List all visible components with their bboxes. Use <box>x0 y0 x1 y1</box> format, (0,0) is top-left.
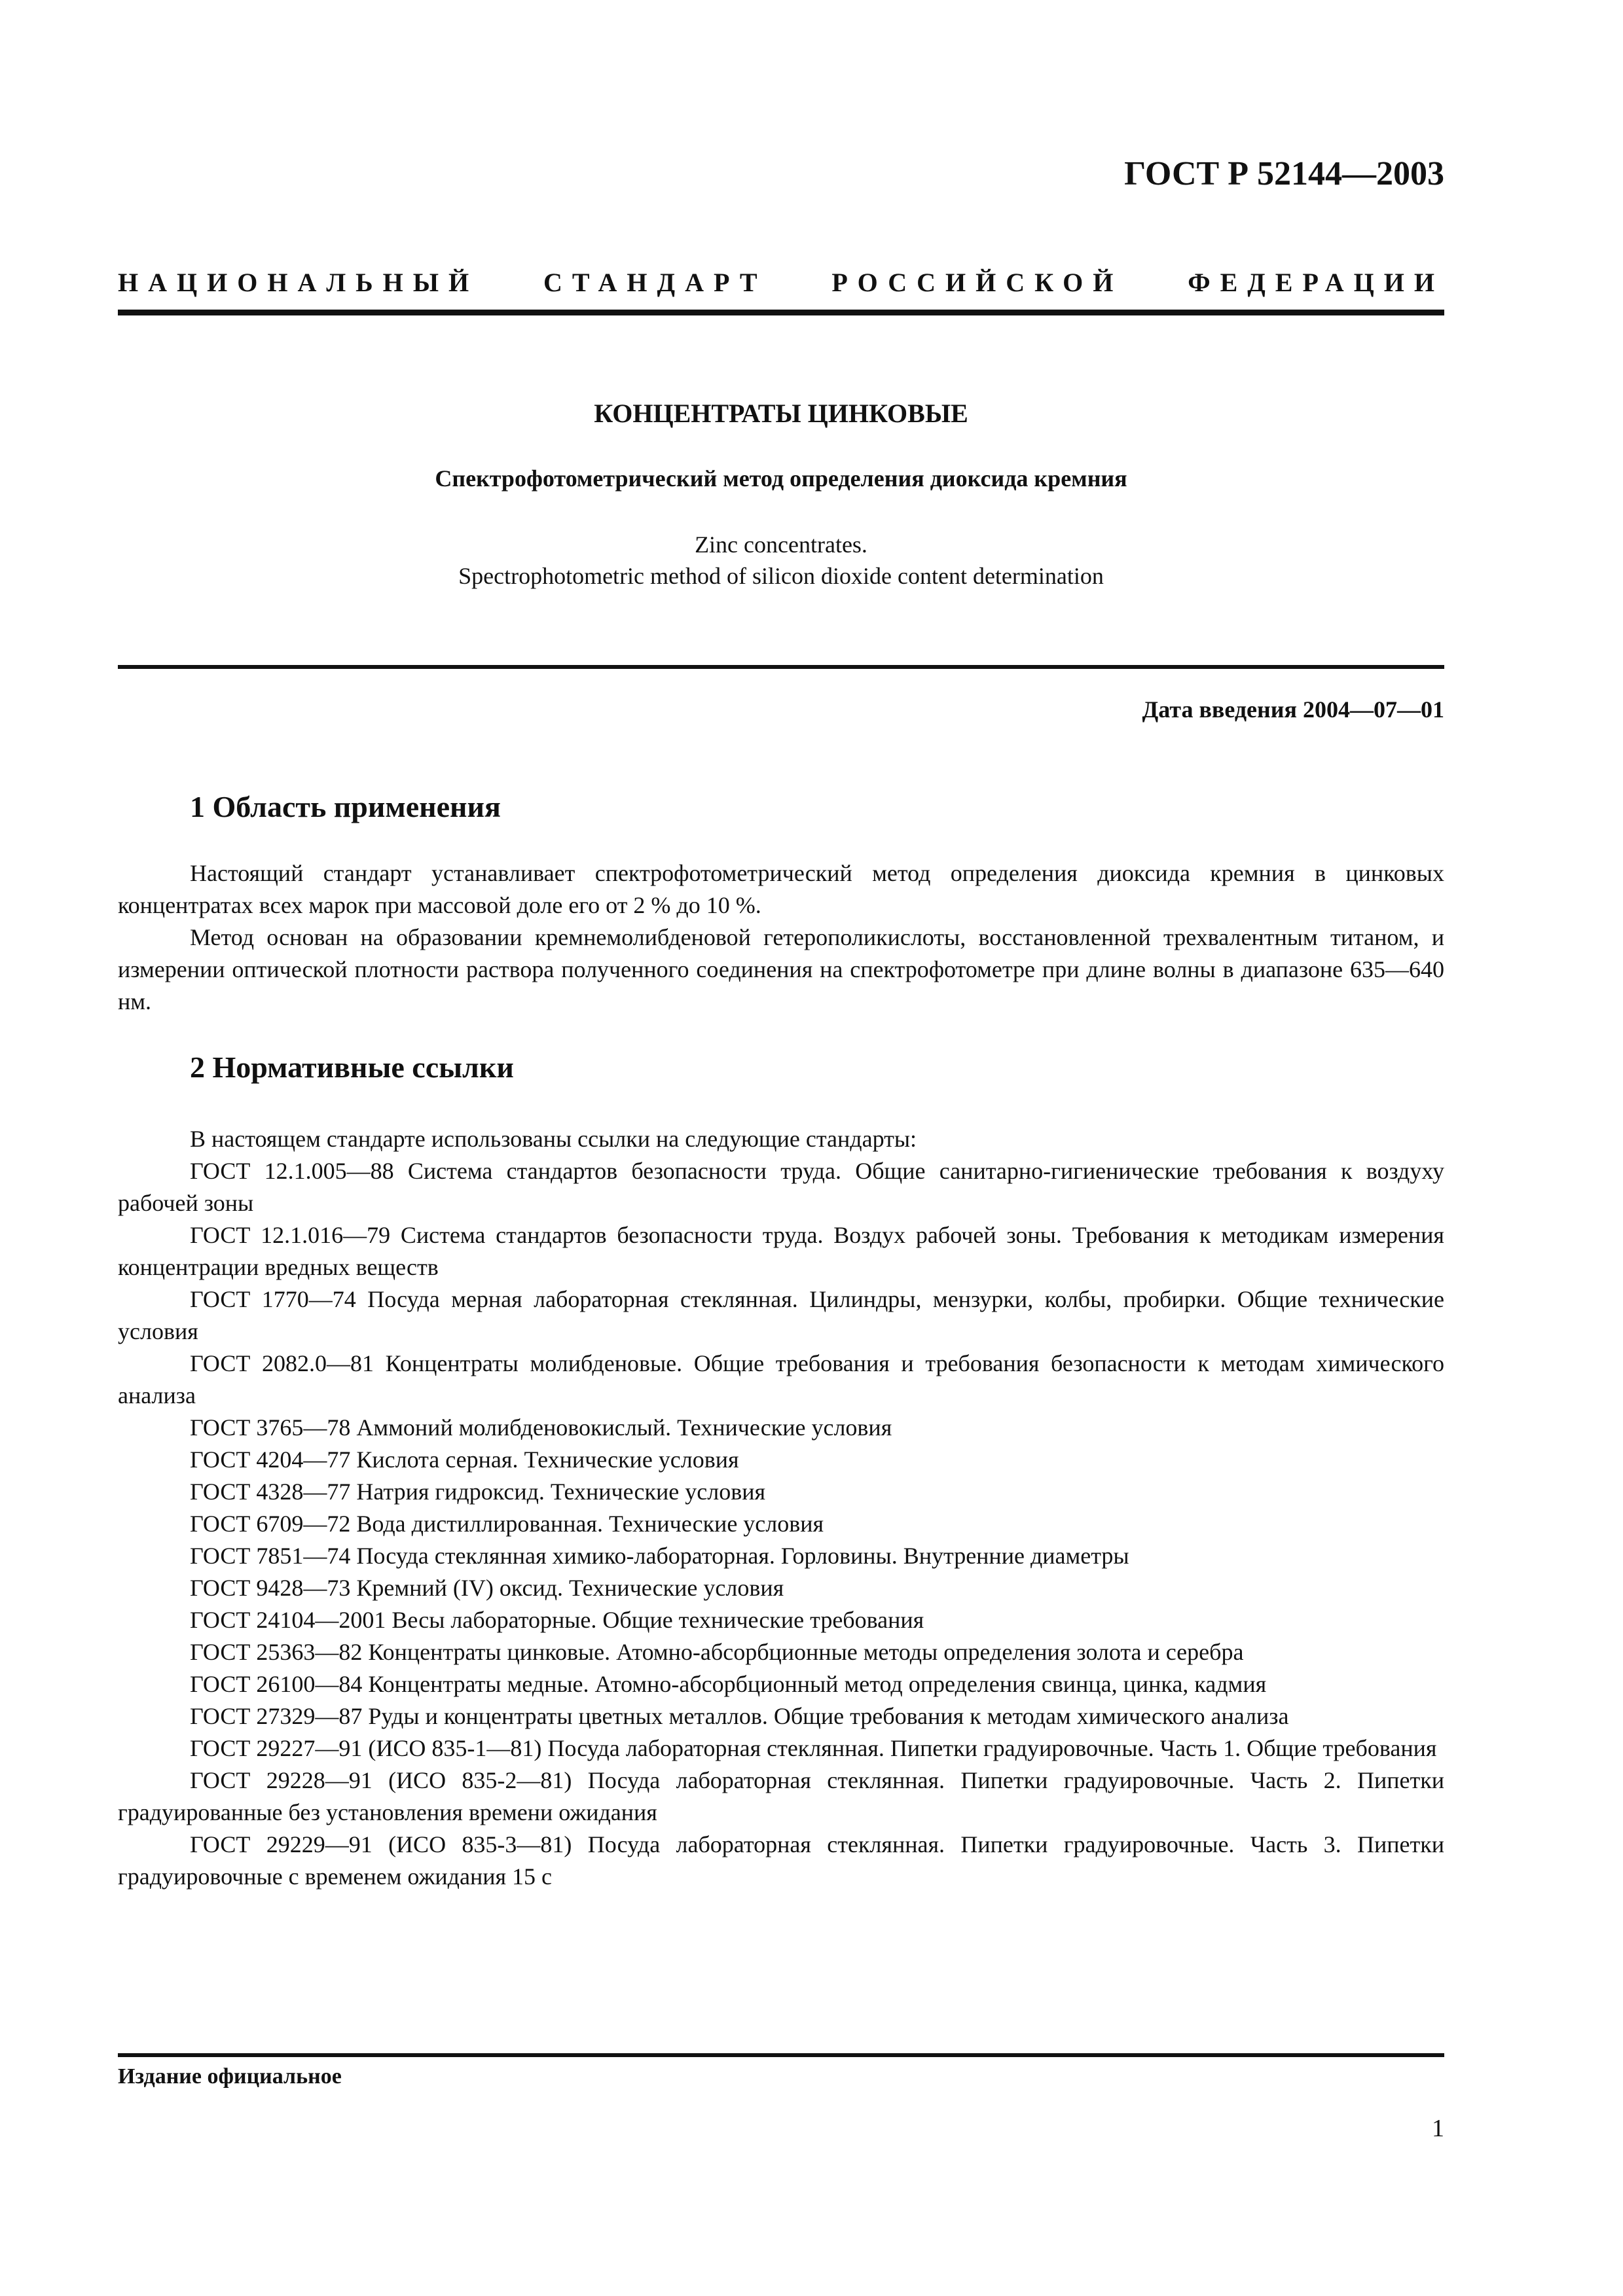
scope-body <box>118 857 1444 1018</box>
footer-rule <box>118 2053 1444 2057</box>
reference-item: ГОСТ 3765—78 Аммоний молибденовокислый. Технические условия <box>190 1414 892 1441</box>
reference-item: ГОСТ 29228—91 (ИСО 835-2—81) Посуда лабораторная стеклянная. Пипетки градуировочные. Часть 2. Пипетки градуированные без установления времени ожидания <box>118 1767 1444 1825</box>
english-title <box>118 529 1444 592</box>
english-title-line-2: Spectrophotometric method of silicon dioxide content determination <box>458 563 1104 589</box>
reference-item: ГОСТ 9428—73 Кремний (IV) оксид. Технические условия <box>190 1575 784 1601</box>
english-title-line-1: Zinc concentrates. <box>695 531 867 558</box>
reference-item: ГОСТ 12.1.016—79 Система стандартов безопасности труда. Воздух рабочей зоны. Требования к методикам измерения концентрации вредных веществ <box>118 1222 1444 1280</box>
reference-item: ГОСТ 26100—84 Концентраты медные. Атомно-абсорбционный метод определения свинца, цинка, кадмия <box>190 1671 1267 1697</box>
reference-item: ГОСТ 7851—74 Посуда стеклянная химико-лабораторная. Горловины. Внутренние диаметры <box>190 1543 1129 1569</box>
official-edition-label: Издание официальное <box>118 2064 342 2089</box>
document-title: КОНЦЕНТРАТЫ ЦИНКОВЫЕ <box>594 399 968 428</box>
reference-item: ГОСТ 29227—91 (ИСО 835-1—81) Посуда лабораторная стеклянная. Пипетки градуировочные. Часть 1. Общие требования <box>190 1735 1437 1761</box>
reference-item: ГОСТ 4328—77 Натрия гидроксид. Технические условия <box>190 1479 766 1505</box>
reference-item: ГОСТ 6709—72 Вода дистиллированная. Технические условия <box>190 1511 824 1537</box>
reference-item: ГОСТ 4204—77 Кислота серная. Технические условия <box>190 1446 739 1473</box>
section-heading-scope: 1 Область применения <box>190 790 501 823</box>
references-body <box>118 1123 1444 1893</box>
document-page <box>118 0 1444 2296</box>
reference-item: ГОСТ 27329—87 Руды и концентраты цветных металлов. Общие требования к методам химического анализа <box>190 1703 1289 1729</box>
page-number: 1 <box>1432 2115 1444 2142</box>
header-rule <box>118 310 1444 315</box>
introduction-date: Дата введения 2004—07—01 <box>1142 696 1444 723</box>
document-number: ГОСТ Р 52144—2003 <box>1124 155 1444 192</box>
title-rule <box>118 665 1444 669</box>
reference-item: ГОСТ 12.1.005—88 Система стандартов безопасности труда. Общие санитарно-гигиенические требования к воздуху рабочей зоны <box>118 1158 1444 1216</box>
reference-item: ГОСТ 24104—2001 Весы лабораторные. Общие технические требования <box>190 1607 924 1633</box>
reference-item: ГОСТ 25363—82 Концентраты цинковые. Атомно-абсорбционные методы определения золота и серебра <box>190 1639 1244 1665</box>
scope-paragraph: Настоящий стандарт устанавливает спектрофотометрический метод определения диоксида кремния в цинковых концентратах всех марок при массовой доле его от 2 % до 10 %. <box>118 860 1444 918</box>
section-heading-references: 2 Нормативные ссылки <box>190 1050 514 1084</box>
scope-paragraph: Метод основан на образовании кремнемолибденовой гетерополикислоты, восстановленной трехвалентным титаном, и измерении оптической плотности раствора полученного соединения на спектрофотометре при длине волны в диапазоне 635—640 нм. <box>118 924 1444 1014</box>
document-subtitle: Спектрофотометрический метод определения диоксида кремния <box>435 465 1127 492</box>
references-intro: В настоящем стандарте использованы ссылки на следующие стандарты: <box>190 1126 917 1152</box>
reference-item: ГОСТ 29229—91 (ИСО 835-3—81) Посуда лабораторная стеклянная. Пипетки градуировочные. Часть 3. Пипетки градуировочные с временем ожидания 15 с <box>118 1831 1444 1890</box>
national-standard-banner: НАЦИОНАЛЬНЫЙ СТАНДАРТ РОССИЙСКОЙ ФЕДЕРАЦИИ <box>118 268 1444 297</box>
reference-item: ГОСТ 1770—74 Посуда мерная лабораторная стеклянная. Цилиндры, мензурки, колбы, пробирки. Общие технические условия <box>118 1286 1444 1344</box>
reference-item: ГОСТ 2082.0—81 Концентраты молибденовые. Общие требования и требования безопасности к методам химического анализа <box>118 1350 1444 1408</box>
